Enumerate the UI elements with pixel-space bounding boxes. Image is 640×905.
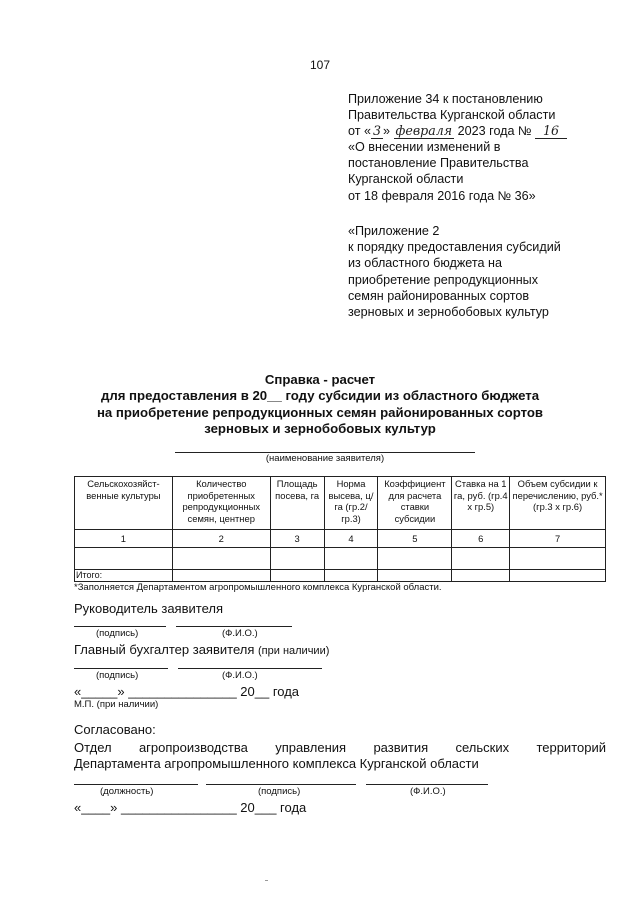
appendix2-line: семян районированных сортов [348, 288, 530, 303]
chief-accountant-note: (при наличии) [258, 645, 330, 657]
appendix-line: Приложение 34 к постановлению [348, 92, 543, 106]
table-cell[interactable] [270, 548, 324, 570]
chief-accountant-label [74, 642, 329, 657]
signature-line[interactable] [74, 668, 168, 669]
table-header-cell: Коэффициент для расчета ставки субсидии [378, 477, 452, 530]
department-word: сельских [455, 740, 510, 755]
table-cell[interactable] [452, 548, 510, 570]
table-cell[interactable] [378, 570, 452, 582]
name-caption: (Ф.И.О.) [222, 628, 258, 639]
name-line[interactable] [178, 668, 322, 669]
calculation-table [74, 476, 606, 582]
appendix-date-mid: » [383, 124, 391, 139]
table-cell[interactable] [324, 548, 378, 570]
date-line[interactable]: «_____» _______________ 20__ года [74, 684, 300, 699]
column-number: 7 [510, 530, 606, 548]
table-header-cell: Норма высева, ц/га (гр.2/гр.3) [324, 477, 378, 530]
table-total-row [75, 570, 606, 582]
page-number: 107 [309, 58, 331, 72]
department-word: управления [275, 740, 347, 755]
table-cell[interactable] [172, 570, 270, 582]
column-number: 4 [324, 530, 378, 548]
table-header-row [75, 477, 606, 530]
appendix2-line: зерновых и зернобобовых культур [348, 305, 549, 320]
department-word: Отдел [74, 740, 112, 755]
table-cell[interactable] [324, 570, 378, 582]
table-header-cell: Сельскохозяйст-венные культуры [75, 477, 173, 530]
handwritten-number: 16 [535, 124, 567, 139]
table-header-cell: Количество приобретенных репродукционных семян, центнер [172, 477, 270, 530]
head-of-applicant-label: Руководитель заявителя [74, 601, 223, 616]
signature-line[interactable] [74, 626, 166, 627]
handwritten-month: февраля [395, 123, 453, 139]
appendix-header [348, 91, 628, 204]
column-number: 3 [270, 530, 324, 548]
appendix-line: постановление Правительства [348, 156, 529, 171]
department-word: развития [373, 740, 429, 755]
title-line: для предоставления в 20__ году субсидии из областного бюджета [100, 388, 540, 404]
appendix-date-prefix: от « [348, 124, 371, 139]
appendix-line: Курганской области [348, 172, 464, 187]
column-number: 5 [378, 530, 452, 548]
signature-caption: (подпись) [96, 670, 139, 681]
scan-artifact [265, 880, 268, 881]
department-line [74, 740, 606, 755]
name-line[interactable] [366, 784, 488, 785]
title-line: Справка - расчет [264, 372, 376, 387]
appendix2-line: приобретение репродукционных [348, 272, 539, 287]
footnote: *Заполняется Департаментом агропромышленного комплекса Курганской области. [74, 582, 442, 593]
total-label: Итого: [75, 570, 173, 582]
title-line: зерновых и зернобобовых культур [204, 421, 436, 437]
appendix-line: от 18 февраля 2016 года № 36» [348, 188, 536, 203]
appendix-line: «О внесении изменений в [348, 140, 501, 155]
name-caption: (Ф.И.О.) [222, 670, 258, 681]
table-number-row [75, 530, 606, 548]
signature-caption: (подпись) [258, 786, 301, 797]
table-cell[interactable] [172, 548, 270, 570]
table-row [75, 548, 606, 570]
department-word: агропроизводства [138, 740, 248, 755]
stamp-label: М.П. (при наличии) [74, 699, 159, 710]
appendix-year: 2023 года № [457, 124, 532, 139]
table-cell[interactable] [378, 548, 452, 570]
name-line[interactable] [176, 626, 292, 627]
signature-caption: (подпись) [96, 628, 139, 639]
table-cell[interactable] [510, 570, 606, 582]
position-caption: (должность) [100, 786, 154, 797]
position-line[interactable] [74, 784, 198, 785]
column-number: 2 [172, 530, 270, 548]
column-number: 1 [75, 530, 173, 548]
table-cell[interactable] [75, 548, 173, 570]
appendix-date-line [348, 123, 628, 139]
table-header-cell: Площадь посева, га [270, 477, 324, 530]
signature-line[interactable] [206, 784, 356, 785]
chief-accountant-text: Главный бухгалтер заявителя [74, 642, 255, 657]
department-word: территорий [536, 740, 606, 755]
appendix-line: Правительства Курганской области [348, 108, 556, 123]
table-cell[interactable] [270, 570, 324, 582]
column-number: 6 [452, 530, 510, 548]
applicant-caption: (наименование заявителя) [265, 453, 385, 464]
appendix2-line: к порядку предоставления субсидий [348, 240, 561, 255]
appendix2-line: «Приложение 2 [348, 224, 440, 238]
handwritten-day: 3 [373, 123, 382, 139]
table-header-cell: Ставка на 1 га, руб. (гр.4 х гр.5) [452, 477, 510, 530]
appendix2-header [348, 223, 628, 320]
table-cell[interactable] [510, 548, 606, 570]
date-line-2[interactable]: «____» ________________ 20___ года [74, 800, 307, 815]
title-line: на приобретение репродукционных семян районированных сортов [96, 404, 544, 420]
name-caption: (Ф.И.О.) [410, 786, 446, 797]
appendix2-line: из областного бюджета на [348, 256, 502, 271]
department-name: Департамента агропромышленного комплекса Курганской области [74, 756, 479, 771]
agreed-label: Согласовано: [74, 722, 156, 737]
table-header-cell: Объем субсидии к перечислению, руб.* (гр.3 х гр.6) [510, 477, 606, 530]
table-cell[interactable] [452, 570, 510, 582]
document-title [0, 372, 640, 438]
